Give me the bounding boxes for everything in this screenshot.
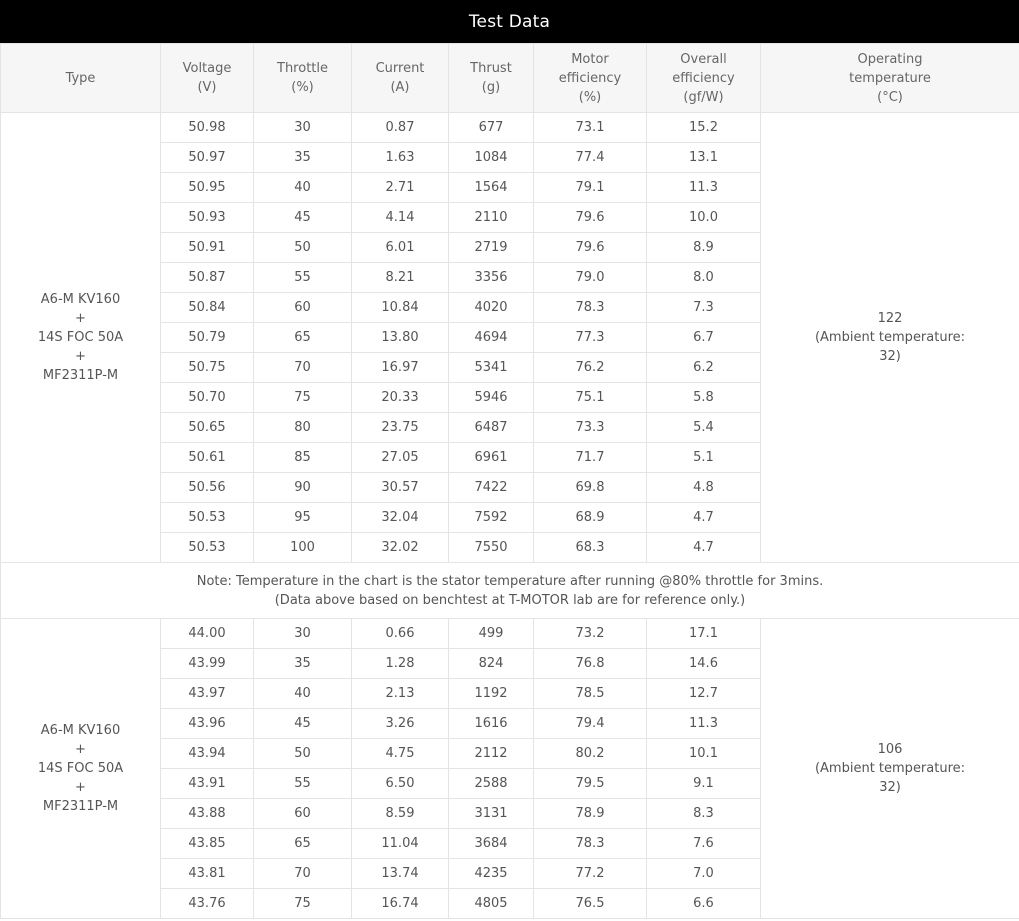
page-title: Test Data (0, 0, 1019, 43)
thrust-cell: 2112 (449, 739, 534, 769)
overall-efficiency-cell: 6.2 (647, 353, 761, 383)
throttle-cell: 95 (254, 503, 352, 533)
table-header-row (1, 44, 1019, 113)
overall-efficiency-cell: 7.0 (647, 859, 761, 889)
thrust-cell: 3131 (449, 799, 534, 829)
voltage-cell: 50.65 (161, 413, 254, 443)
motor-efficiency-cell: 73.3 (534, 413, 647, 443)
header-line: Type (65, 70, 96, 86)
header-line: Throttle (277, 61, 328, 76)
overall-efficiency-cell: 7.3 (647, 293, 761, 323)
voltage-cell: 43.81 (161, 859, 254, 889)
header-line: Overall (680, 51, 727, 67)
temperature-line: (Ambient temperature: (814, 330, 966, 345)
voltage-cell: 50.53 (161, 533, 254, 563)
current-cell: 4.75 (352, 739, 449, 769)
motor-efficiency-cell: 68.9 (534, 503, 647, 533)
motor-efficiency-cell: 77.2 (534, 859, 647, 889)
thrust-cell: 1192 (449, 679, 534, 709)
type-line: MF2311P-M (42, 368, 119, 383)
motor-efficiency-cell: 68.3 (534, 533, 647, 563)
overall-efficiency-cell: 14.6 (647, 649, 761, 679)
throttle-cell: 65 (254, 323, 352, 353)
header-line: Current (375, 61, 425, 76)
thrust-cell: 4235 (449, 859, 534, 889)
thrust-cell: 499 (449, 619, 534, 649)
overall-efficiency-cell: 10.1 (647, 739, 761, 769)
thrust-cell: 4805 (449, 889, 534, 919)
header-line: Thrust (470, 61, 512, 76)
motor-efficiency-cell: 79.1 (534, 173, 647, 203)
current-cell: 27.05 (352, 443, 449, 473)
overall-efficiency-cell: 10.0 (647, 203, 761, 233)
thrust-cell: 7422 (449, 473, 534, 503)
thrust-cell: 2110 (449, 203, 534, 233)
throttle-cell: 60 (254, 799, 352, 829)
overall-efficiency-cell: 6.6 (647, 889, 761, 919)
header-line: temperature (849, 70, 931, 86)
voltage-cell: 43.88 (161, 799, 254, 829)
thrust-cell: 6487 (449, 413, 534, 443)
throttle-cell: 75 (254, 889, 352, 919)
motor-efficiency-cell: 78.9 (534, 799, 647, 829)
type-cell (1, 113, 161, 563)
overall-efficiency-cell: 4.7 (647, 503, 761, 533)
header-line: (g) (481, 80, 501, 95)
voltage-cell: 50.56 (161, 473, 254, 503)
overall-efficiency-cell: 8.0 (647, 263, 761, 293)
table-body (1, 113, 1019, 919)
thrust-cell: 4020 (449, 293, 534, 323)
motor-efficiency-cell: 78.3 (534, 829, 647, 859)
throttle-cell: 50 (254, 233, 352, 263)
throttle-cell: 35 (254, 649, 352, 679)
overall-efficiency-cell: 12.7 (647, 679, 761, 709)
motor-efficiency-cell: 69.8 (534, 473, 647, 503)
voltage-cell: 50.53 (161, 503, 254, 533)
current-cell: 6.01 (352, 233, 449, 263)
overall-efficiency-cell: 7.6 (647, 829, 761, 859)
temperature-line: (Ambient temperature: (814, 761, 966, 776)
voltage-cell: 50.98 (161, 113, 254, 143)
throttle-cell: 45 (254, 709, 352, 739)
temperature-cell (761, 619, 1019, 919)
type-line: + (75, 780, 86, 795)
temperature-line: 106 (877, 742, 903, 757)
current-cell: 1.28 (352, 649, 449, 679)
header-line: efficiency (672, 70, 735, 86)
current-cell: 0.87 (352, 113, 449, 143)
header-thrust (449, 44, 534, 113)
thrust-cell: 7592 (449, 503, 534, 533)
current-cell: 8.59 (352, 799, 449, 829)
voltage-cell: 43.85 (161, 829, 254, 859)
voltage-cell: 50.79 (161, 323, 254, 353)
temperature-line: 32) (879, 349, 901, 364)
voltage-cell: 50.91 (161, 233, 254, 263)
motor-efficiency-cell: 80.2 (534, 739, 647, 769)
note-line: (Data above based on benchtest at T-MOTOR lab are for reference only.) (274, 592, 746, 608)
current-cell: 32.02 (352, 533, 449, 563)
voltage-cell: 43.94 (161, 739, 254, 769)
throttle-cell: 60 (254, 293, 352, 323)
motor-efficiency-cell: 73.2 (534, 619, 647, 649)
motor-efficiency-cell: 79.6 (534, 203, 647, 233)
voltage-cell: 44.00 (161, 619, 254, 649)
throttle-cell: 30 (254, 619, 352, 649)
table-row (1, 619, 1019, 649)
header-line: (%) (578, 89, 602, 105)
motor-efficiency-cell: 78.3 (534, 293, 647, 323)
thrust-cell: 1564 (449, 173, 534, 203)
current-cell: 30.57 (352, 473, 449, 503)
thrust-cell: 5946 (449, 383, 534, 413)
current-cell: 16.97 (352, 353, 449, 383)
header-throttle (254, 44, 352, 113)
voltage-cell: 50.75 (161, 353, 254, 383)
thrust-cell: 2719 (449, 233, 534, 263)
voltage-cell: 50.84 (161, 293, 254, 323)
overall-efficiency-cell: 4.8 (647, 473, 761, 503)
header-line: efficiency (558, 70, 622, 86)
overall-efficiency-cell: 15.2 (647, 113, 761, 143)
header-line: Voltage (182, 61, 232, 76)
temperature-cell (761, 113, 1019, 563)
header-line: (%) (291, 80, 314, 95)
motor-efficiency-cell: 79.4 (534, 709, 647, 739)
voltage-cell: 43.96 (161, 709, 254, 739)
overall-efficiency-cell: 11.3 (647, 709, 761, 739)
current-cell: 8.21 (352, 263, 449, 293)
thrust-cell: 3356 (449, 263, 534, 293)
motor-efficiency-cell: 76.2 (534, 353, 647, 383)
type-line: A6-M KV160 (40, 292, 121, 307)
current-cell: 6.50 (352, 769, 449, 799)
throttle-cell: 45 (254, 203, 352, 233)
throttle-cell: 40 (254, 679, 352, 709)
throttle-cell: 35 (254, 143, 352, 173)
type-line: 14S FOC 50A (37, 761, 124, 776)
header-line: (°C) (877, 89, 903, 105)
throttle-cell: 80 (254, 413, 352, 443)
temperature-line: 32) (879, 780, 901, 795)
thrust-cell: 677 (449, 113, 534, 143)
overall-efficiency-cell: 4.7 (647, 533, 761, 563)
voltage-cell: 50.70 (161, 383, 254, 413)
voltage-cell: 50.95 (161, 173, 254, 203)
thrust-cell: 824 (449, 649, 534, 679)
overall-efficiency-cell: 5.8 (647, 383, 761, 413)
current-cell: 13.74 (352, 859, 449, 889)
thrust-cell: 1084 (449, 143, 534, 173)
thrust-cell: 6961 (449, 443, 534, 473)
throttle-cell: 30 (254, 113, 352, 143)
current-cell: 16.74 (352, 889, 449, 919)
current-cell: 13.80 (352, 323, 449, 353)
throttle-cell: 75 (254, 383, 352, 413)
current-cell: 10.84 (352, 293, 449, 323)
header-current (352, 44, 449, 113)
current-cell: 1.63 (352, 143, 449, 173)
voltage-cell: 50.93 (161, 203, 254, 233)
thrust-cell: 3684 (449, 829, 534, 859)
type-line: + (75, 311, 86, 326)
voltage-cell: 43.76 (161, 889, 254, 919)
voltage-cell: 50.97 (161, 143, 254, 173)
motor-efficiency-cell: 77.3 (534, 323, 647, 353)
header-line: Motor (571, 51, 609, 67)
type-line: MF2311P-M (42, 799, 119, 814)
throttle-cell: 100 (254, 533, 352, 563)
current-cell: 23.75 (352, 413, 449, 443)
throttle-cell: 90 (254, 473, 352, 503)
overall-efficiency-cell: 5.1 (647, 443, 761, 473)
overall-efficiency-cell: 11.3 (647, 173, 761, 203)
current-cell: 32.04 (352, 503, 449, 533)
motor-efficiency-cell: 73.1 (534, 113, 647, 143)
overall-efficiency-cell: 8.3 (647, 799, 761, 829)
voltage-cell: 50.87 (161, 263, 254, 293)
motor-efficiency-cell: 77.4 (534, 143, 647, 173)
header-line: (V) (197, 80, 217, 95)
type-cell (1, 619, 161, 919)
motor-efficiency-cell: 79.0 (534, 263, 647, 293)
header-voltage (161, 44, 254, 113)
thrust-cell: 4694 (449, 323, 534, 353)
throttle-cell: 40 (254, 173, 352, 203)
overall-efficiency-cell: 5.4 (647, 413, 761, 443)
throttle-cell: 50 (254, 739, 352, 769)
header-type (1, 44, 161, 113)
voltage-cell: 43.99 (161, 649, 254, 679)
motor-efficiency-cell: 71.7 (534, 443, 647, 473)
header-operating-temperature (761, 44, 1019, 113)
overall-efficiency-cell: 6.7 (647, 323, 761, 353)
note-row (1, 563, 1019, 619)
voltage-cell: 43.97 (161, 679, 254, 709)
thrust-cell: 5341 (449, 353, 534, 383)
type-line: 14S FOC 50A (37, 330, 124, 345)
type-line: + (75, 742, 86, 757)
throttle-cell: 70 (254, 353, 352, 383)
type-line: + (75, 349, 86, 364)
overall-efficiency-cell: 8.9 (647, 233, 761, 263)
temperature-line: 122 (877, 311, 903, 326)
thrust-cell: 7550 (449, 533, 534, 563)
type-line: A6-M KV160 (40, 723, 121, 738)
motor-efficiency-cell: 76.5 (534, 889, 647, 919)
current-cell: 20.33 (352, 383, 449, 413)
throttle-cell: 55 (254, 769, 352, 799)
thrust-cell: 2588 (449, 769, 534, 799)
current-cell: 0.66 (352, 619, 449, 649)
throttle-cell: 55 (254, 263, 352, 293)
header-motor-efficiency (534, 44, 647, 113)
motor-efficiency-cell: 79.5 (534, 769, 647, 799)
table-row (1, 113, 1019, 143)
thrust-cell: 1616 (449, 709, 534, 739)
current-cell: 11.04 (352, 829, 449, 859)
note-cell (1, 563, 1019, 619)
voltage-cell: 43.91 (161, 769, 254, 799)
motor-efficiency-cell: 79.6 (534, 233, 647, 263)
current-cell: 3.26 (352, 709, 449, 739)
overall-efficiency-cell: 17.1 (647, 619, 761, 649)
motor-efficiency-cell: 76.8 (534, 649, 647, 679)
current-cell: 2.13 (352, 679, 449, 709)
overall-efficiency-cell: 9.1 (647, 769, 761, 799)
motor-efficiency-cell: 78.5 (534, 679, 647, 709)
current-cell: 4.14 (352, 203, 449, 233)
test-data-table (0, 43, 1019, 919)
throttle-cell: 85 (254, 443, 352, 473)
throttle-cell: 70 (254, 859, 352, 889)
header-line: (gf/W) (683, 89, 724, 105)
note-line: Note: Temperature in the chart is the stator temperature after running @80% throttle for 3mins. (196, 573, 824, 589)
current-cell: 2.71 (352, 173, 449, 203)
overall-efficiency-cell: 13.1 (647, 143, 761, 173)
voltage-cell: 50.61 (161, 443, 254, 473)
header-line: (A) (390, 80, 410, 95)
throttle-cell: 65 (254, 829, 352, 859)
motor-efficiency-cell: 75.1 (534, 383, 647, 413)
header-overall-efficiency (647, 44, 761, 113)
header-line: Operating (857, 51, 923, 67)
